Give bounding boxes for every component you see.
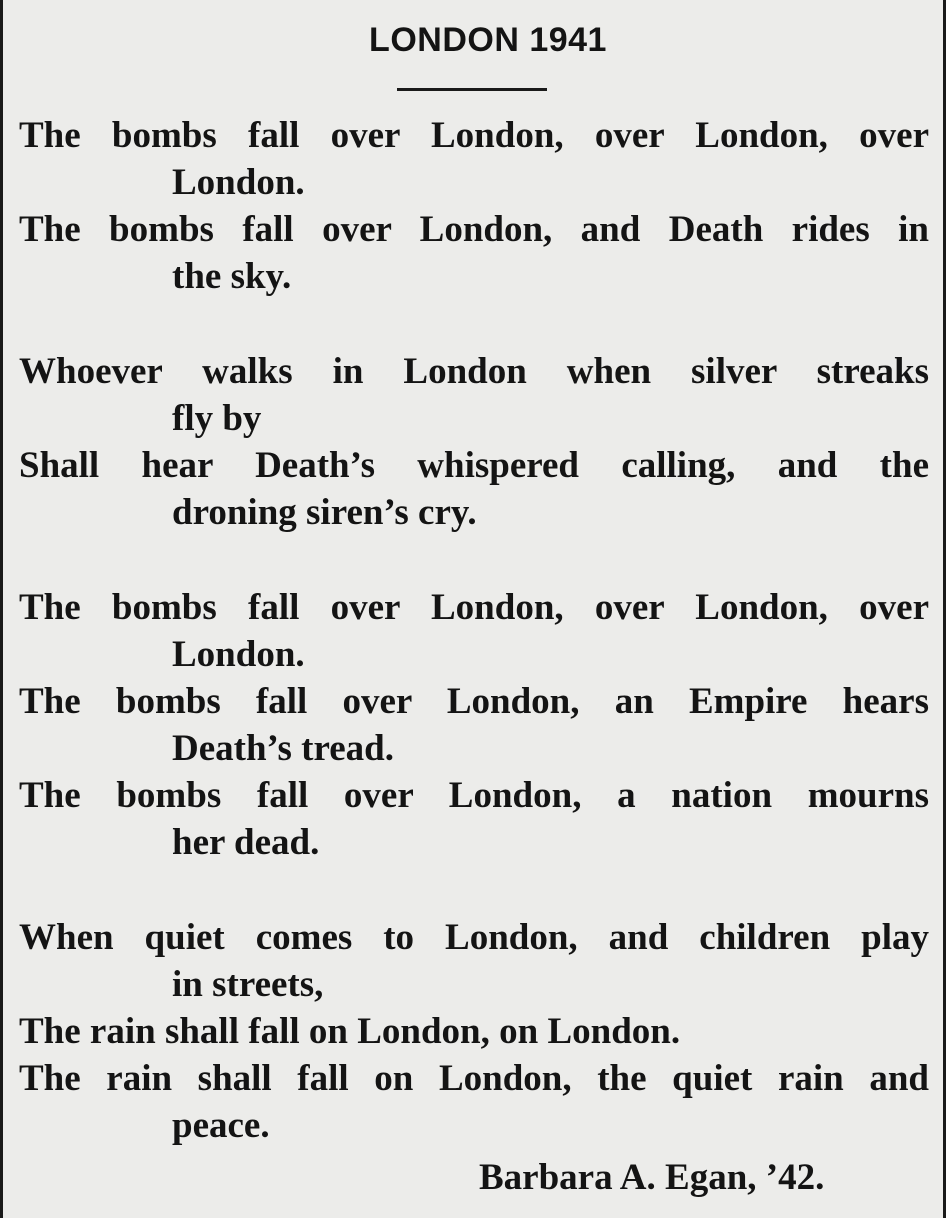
poem-line-continuation: Death’s tread. (172, 728, 394, 769)
poem-line: The bombs fall over London, and Death rides in (19, 209, 929, 250)
poem-line: Shall hear Death’s whispered calling, and the (19, 445, 929, 486)
stanza-1 (19, 112, 929, 300)
author-signature: Barbara A. Egan, ’42. (479, 1157, 825, 1198)
poem-line: The bombs fall over London, an Empire hears (19, 681, 929, 722)
poem-title: LONDON 1941 (369, 21, 607, 59)
poem-line: The rain shall fall on London, the quiet rain and (19, 1058, 929, 1099)
stanza-3 (19, 584, 929, 866)
poem-line: The bombs fall over London, over London, over (19, 587, 929, 628)
poem-line: The rain shall fall on London, on London. (19, 1011, 681, 1052)
poem-line-continuation: in streets, (172, 964, 324, 1005)
title-rule (397, 88, 547, 91)
poem-body (19, 112, 929, 1149)
poem-line-continuation: peace. (172, 1105, 270, 1146)
poem-line-continuation: fly by (172, 398, 262, 439)
poem-line: When quiet comes to London, and children play (19, 917, 929, 958)
poem-line: The bombs fall over London, over London, over (19, 115, 929, 156)
stanza-2 (19, 348, 929, 536)
poem-line-continuation: her dead. (172, 822, 320, 863)
poem-line: Whoever walks in London when silver streaks (19, 351, 929, 392)
poem-line-continuation: the sky. (172, 256, 292, 297)
poem-line-continuation: London. (172, 162, 305, 203)
poem-line-continuation: droning siren’s cry. (172, 492, 477, 533)
stanza-4 (19, 914, 929, 1149)
poem-line-continuation: London. (172, 634, 305, 675)
poem-line: The bombs fall over London, a nation mourns (19, 775, 929, 816)
